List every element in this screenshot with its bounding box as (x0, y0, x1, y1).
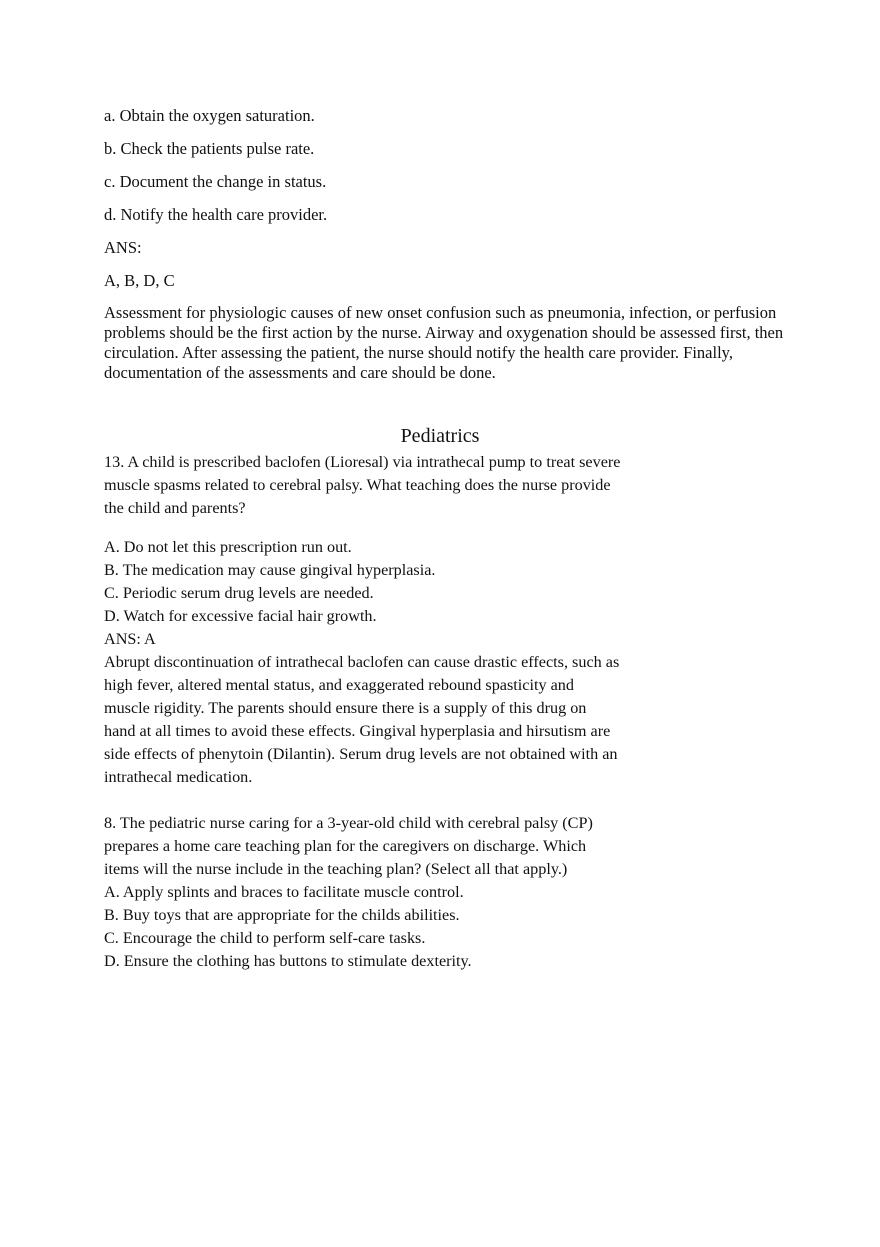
question-12-block (104, 105, 794, 395)
q12-rationale: Assessment for physiologic causes of new onset confusion such as pneumonia, infection, or perfusion problems should be the first action by the nurse. Airway and oxygenation should be assessed first, then circulation. After assessing the patient, the nurse should notify the health care provider. Finally, documentation of the assessments and care should be done. (104, 303, 784, 382)
q13-rationale-line: Abrupt discontinuation of intrathecal baclofen can cause drastic effects, such as (104, 653, 620, 671)
q13-stem-line: the child and parents? (104, 499, 246, 517)
q13-answer: ANS: A (104, 630, 156, 648)
q13-option-c: C. Periodic serum drug levels are needed. (104, 584, 374, 602)
q13-stem-line: 13. A child is prescribed baclofen (Lioresal) via intrathecal pump to treat severe (104, 453, 621, 471)
q12-option-d: d. Notify the health care provider. (104, 205, 328, 224)
q13-option-d: D. Watch for excessive facial hair growth. (104, 607, 377, 625)
q13-rationale-line: muscle rigidity. The parents should ensure there is a supply of this drug on (104, 699, 587, 717)
q8-stem-line: prepares a home care teaching plan for the caregivers on discharge. Which (104, 837, 587, 855)
q8-option-a: A. Apply splints and braces to facilitate muscle control. (104, 883, 464, 901)
q8-option-d: D. Ensure the clothing has buttons to stimulate dexterity. (104, 952, 472, 970)
pediatrics-questions (104, 451, 644, 973)
q12-answer: A, B, D, C (104, 271, 175, 290)
q12-option-b: b. Check the patients pulse rate. (104, 139, 315, 158)
q8-option-b: B. Buy toys that are appropriate for the childs abilities. (104, 906, 460, 924)
q13-option-a: A. Do not let this prescription run out. (104, 538, 352, 556)
q13-rationale-line: side effects of phenytoin (Dilantin). Serum drug levels are not obtained with an (104, 745, 618, 763)
q8-stem-line: items will the nurse include in the teaching plan? (Select all that apply.) (104, 860, 568, 878)
q12-option-a: a. Obtain the oxygen saturation. (104, 106, 315, 125)
q13-option-b: B. The medication may cause gingival hyperplasia. (104, 561, 436, 579)
q12-answer-label: ANS: (104, 238, 142, 257)
q8-stem-line: 8. The pediatric nurse caring for a 3-year-old child with cerebral palsy (CP) (104, 814, 593, 832)
q13-rationale-line: high fever, altered mental status, and exaggerated rebound spasticity and (104, 676, 574, 694)
q13-rationale-line: intrathecal medication. (104, 768, 253, 786)
q12-option-c: c. Document the change in status. (104, 172, 327, 191)
q13-stem-line: muscle spasms related to cerebral palsy. What teaching does the nurse provide (104, 476, 611, 494)
q8-option-c: C. Encourage the child to perform self-care tasks. (104, 929, 426, 947)
q13-rationale-line: hand at all times to avoid these effects. Gingival hyperplasia and hirsutism are (104, 722, 611, 740)
section-heading: Pediatrics (400, 425, 480, 447)
